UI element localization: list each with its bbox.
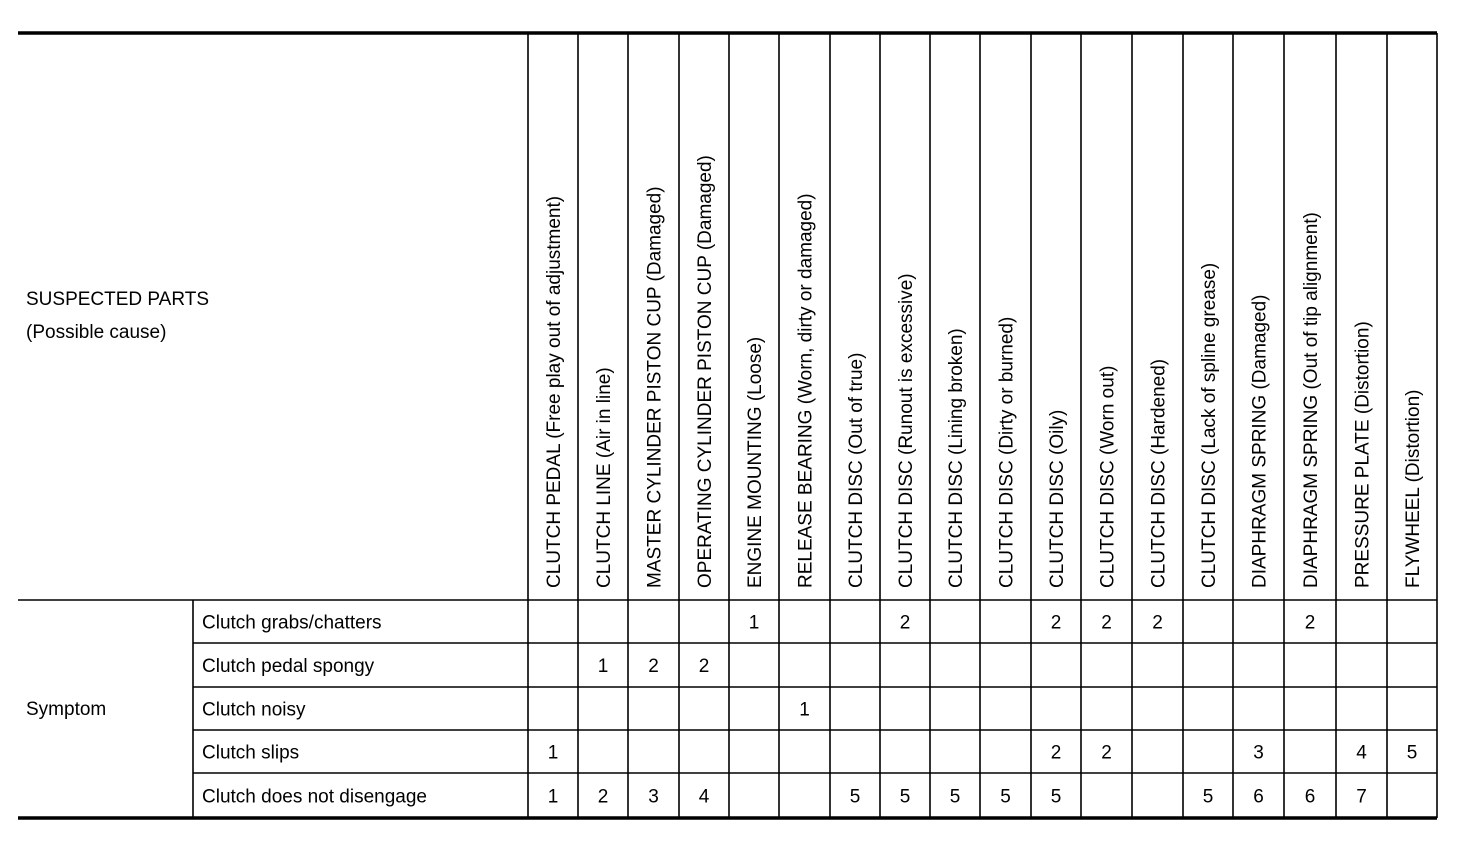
priority-cell: 2 — [698, 656, 710, 677]
priority-cell: 3 — [648, 786, 659, 808]
part-header: CLUTCH LINE (Air in line) — [594, 367, 615, 588]
part-header: DIAPHRAGM SPRING (Damaged) — [1249, 294, 1271, 588]
part-header: MASTER CYLINDER PISTON CUP (Damaged) — [644, 186, 666, 588]
priority-cell: 7 — [1356, 786, 1367, 808]
priority-cell: 5 — [1406, 742, 1418, 764]
priority-cell: 1 — [547, 742, 559, 764]
priority-cell: 1 — [597, 656, 609, 677]
possible-cause-subtitle: (Possible cause) — [26, 322, 167, 343]
part-header: FLYWHEEL (Distortion) — [1403, 389, 1424, 588]
priority-cell: 5 — [1202, 786, 1214, 808]
priority-cell: 4 — [1356, 742, 1367, 764]
priority-cells — [548, 613, 1418, 808]
priority-cell: 1 — [547, 786, 559, 808]
priority-cell: 2 — [899, 612, 911, 634]
priority-cell: 1 — [748, 612, 760, 634]
part-header: CLUTCH DISC (Lack of spline grease) — [1199, 262, 1220, 588]
priority-cell: 1 — [799, 699, 810, 721]
suspected-parts-title: SUSPECTED PARTS — [26, 289, 210, 310]
symptom-row-label: Clutch grabs/chatters — [202, 612, 382, 634]
part-header: CLUTCH DISC (Oily) — [1047, 409, 1068, 588]
priority-cell: 2 — [1101, 612, 1112, 634]
part-header: CLUTCH DISC (Hardened) — [1148, 358, 1170, 588]
priority-cell: 2 — [1050, 612, 1062, 634]
priority-cell: 2 — [648, 656, 659, 677]
priority-cell: 5 — [1000, 786, 1011, 808]
symptom-rows — [202, 613, 427, 808]
priority-cell: 2 — [1101, 742, 1112, 764]
priority-cell: 6 — [1253, 786, 1264, 808]
part-header: CLUTCH DISC (Worn out) — [1097, 365, 1119, 588]
symptom-row-label: Clutch pedal spongy — [202, 656, 375, 677]
priority-cell: 5 — [949, 786, 961, 808]
part-headers — [544, 155, 1424, 588]
part-header: CLUTCH DISC (Lining broken) — [946, 328, 967, 588]
part-header: CLUTCH DISC (Runout is excessive) — [896, 273, 917, 588]
symptom-label: Symptom — [26, 699, 107, 720]
priority-cell: 6 — [1304, 786, 1316, 808]
symptom-row-label: Clutch does not disengage — [202, 786, 427, 808]
priority-cell: 5 — [899, 786, 911, 808]
part-header: RELEASE BEARING (Worn, dirty or damaged) — [795, 193, 817, 588]
part-header: CLUTCH DISC (Out of true) — [846, 352, 867, 588]
symptom-row-label: Clutch noisy — [202, 699, 306, 721]
priority-cell: 5 — [849, 786, 861, 808]
symptom-row-label: Clutch slips — [202, 742, 300, 764]
part-header: ENGINE MOUNTING (Loose) — [745, 336, 766, 588]
part-header: DIAPHRAGM SPRING (Out of tip alignment) — [1301, 212, 1322, 588]
priority-cell: 3 — [1253, 742, 1264, 764]
priority-cell: 4 — [698, 786, 710, 808]
part-header: CLUTCH DISC (Dirty or burned) — [996, 316, 1018, 588]
priority-cell: 2 — [1050, 742, 1062, 764]
priority-cell: 5 — [1050, 786, 1062, 808]
priority-cell: 2 — [1152, 612, 1163, 634]
part-header: PRESSURE PLATE (Distortion) — [1352, 321, 1374, 588]
priority-cell: 2 — [597, 786, 609, 808]
part-header: OPERATING CYLINDER PISTON CUP (Damaged) — [695, 155, 716, 588]
part-header: CLUTCH PEDAL (Free play out of adjustment) — [544, 195, 565, 588]
priority-cell: 2 — [1304, 612, 1316, 634]
